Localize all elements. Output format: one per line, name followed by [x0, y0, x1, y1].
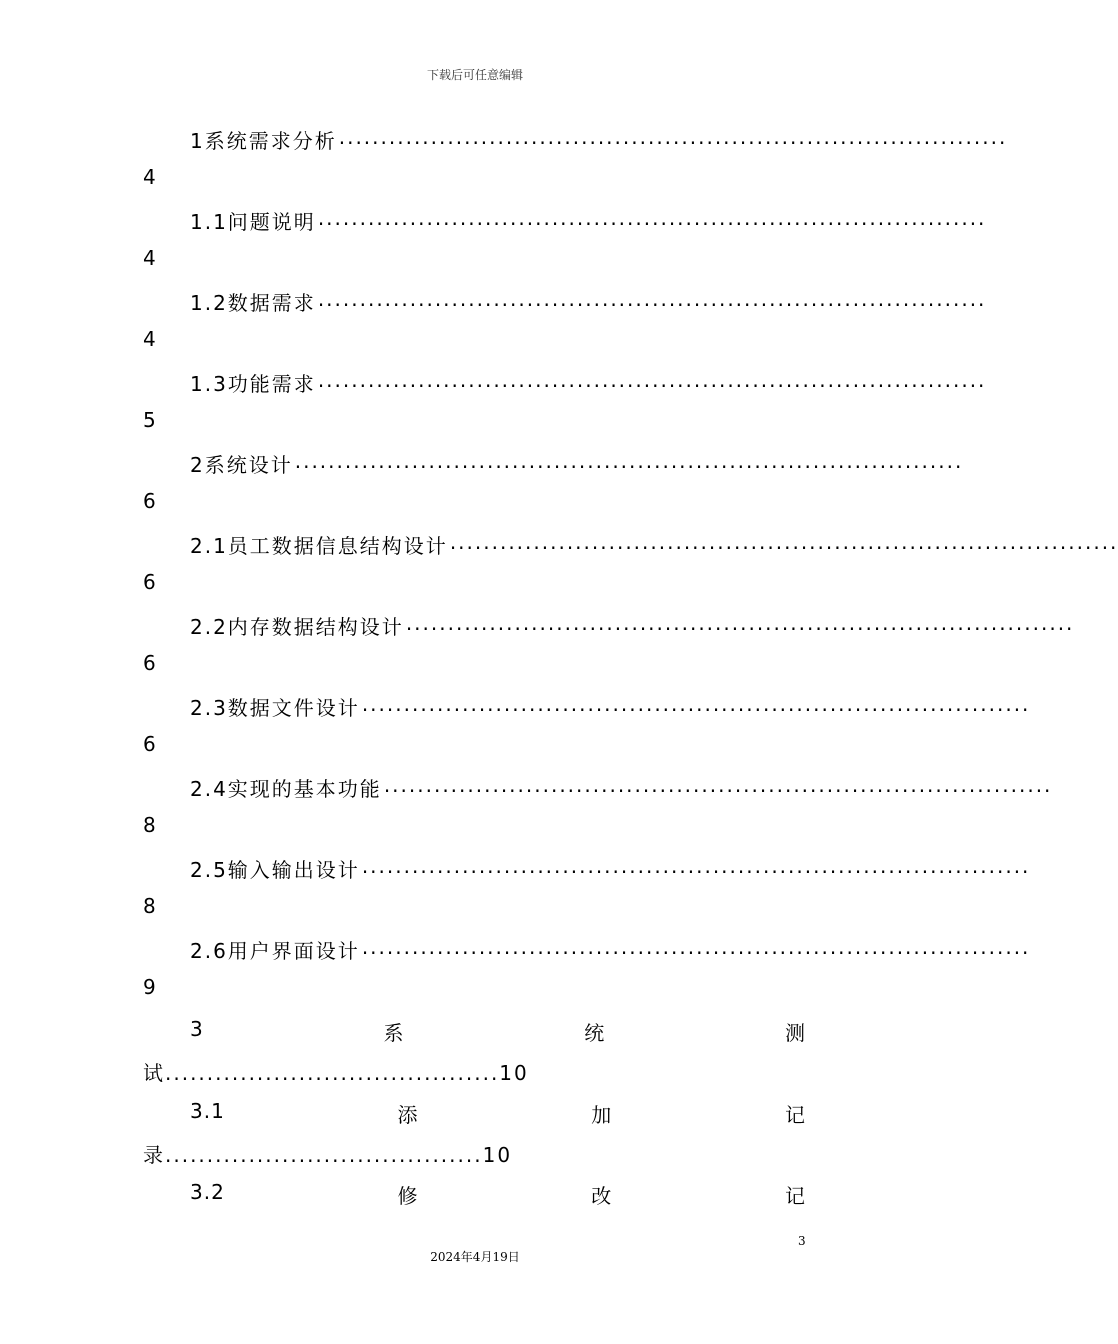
toc-title: 2.4实现的基本功能 [190, 777, 382, 801]
page-header: 下载后可任意编辑 [426, 68, 523, 82]
toc-page: 4 [143, 327, 156, 351]
toc-page: 4 [143, 246, 156, 270]
toc-title: 1.2数据需求 [190, 291, 316, 315]
toc-part: 记 [784, 1103, 806, 1127]
toc-part: 3.2 [190, 1180, 225, 1204]
toc-page: 4 [143, 165, 156, 189]
toc-page: 10 [499, 1061, 529, 1085]
toc-title: 2.1员工数据信息结构设计 [190, 534, 448, 558]
toc-leader: ................................................................................ [317, 368, 987, 392]
toc-part: 添 [397, 1103, 419, 1127]
toc-title: 1.1问题说明 [190, 210, 316, 234]
toc-page: 10 [482, 1143, 513, 1167]
toc-tail: 试 [143, 1061, 165, 1085]
toc-page: 9 [143, 975, 156, 999]
page-number: 3 [798, 1234, 806, 1248]
toc-page: 6 [143, 732, 156, 756]
toc-leader: ................................................................................ [361, 935, 1031, 959]
toc-title: 2.5输入输出设计 [190, 858, 360, 882]
toc-page: 6 [143, 651, 156, 675]
toc-part: 加 [591, 1103, 613, 1127]
toc-page: 5 [143, 408, 156, 432]
toc-title: 1.3功能需求 [190, 372, 316, 396]
toc-title: 2.3数据文件设计 [190, 696, 360, 720]
toc-part: 修 [397, 1184, 419, 1208]
toc-leader: ................................................................................ [383, 773, 1053, 797]
toc-leader: ................................................................................ [317, 206, 987, 230]
toc-part: 记 [784, 1184, 806, 1208]
toc-tail: 录 [143, 1143, 165, 1167]
toc-leader: ................................................................................ [361, 854, 1031, 878]
toc-title: 2.6用户界面设计 [190, 939, 360, 963]
toc-part: 3.1 [190, 1099, 225, 1123]
toc-page: 6 [143, 570, 156, 594]
toc-title: 1系统需求分析 [190, 129, 337, 153]
toc-page: 8 [143, 813, 156, 837]
toc-leader: ................................................................................ [338, 125, 1008, 149]
footer-date: 2024年4月19日 [430, 1250, 520, 1264]
toc-page: 6 [143, 489, 156, 513]
toc-part: 3 [190, 1017, 204, 1041]
toc-part: 测 [784, 1021, 806, 1045]
toc-part: 系 [383, 1021, 405, 1045]
toc-leader: ........................................ [165, 1061, 500, 1085]
toc-leader: ...................................... [165, 1143, 483, 1167]
toc-part: 统 [584, 1021, 606, 1045]
toc-title: 2.2内存数据结构设计 [190, 615, 404, 639]
toc-leader: ................................................................................ [361, 692, 1031, 716]
toc-leader: ................................................................................ [449, 530, 1118, 554]
toc-leader: ................................................................................ [405, 611, 1075, 635]
toc-part: 改 [591, 1184, 613, 1208]
toc-leader: ................................................................................ [317, 287, 987, 311]
toc-title: 2系统设计 [190, 453, 293, 477]
toc-leader: ................................................................................ [294, 449, 964, 473]
toc-page: 8 [143, 894, 156, 918]
